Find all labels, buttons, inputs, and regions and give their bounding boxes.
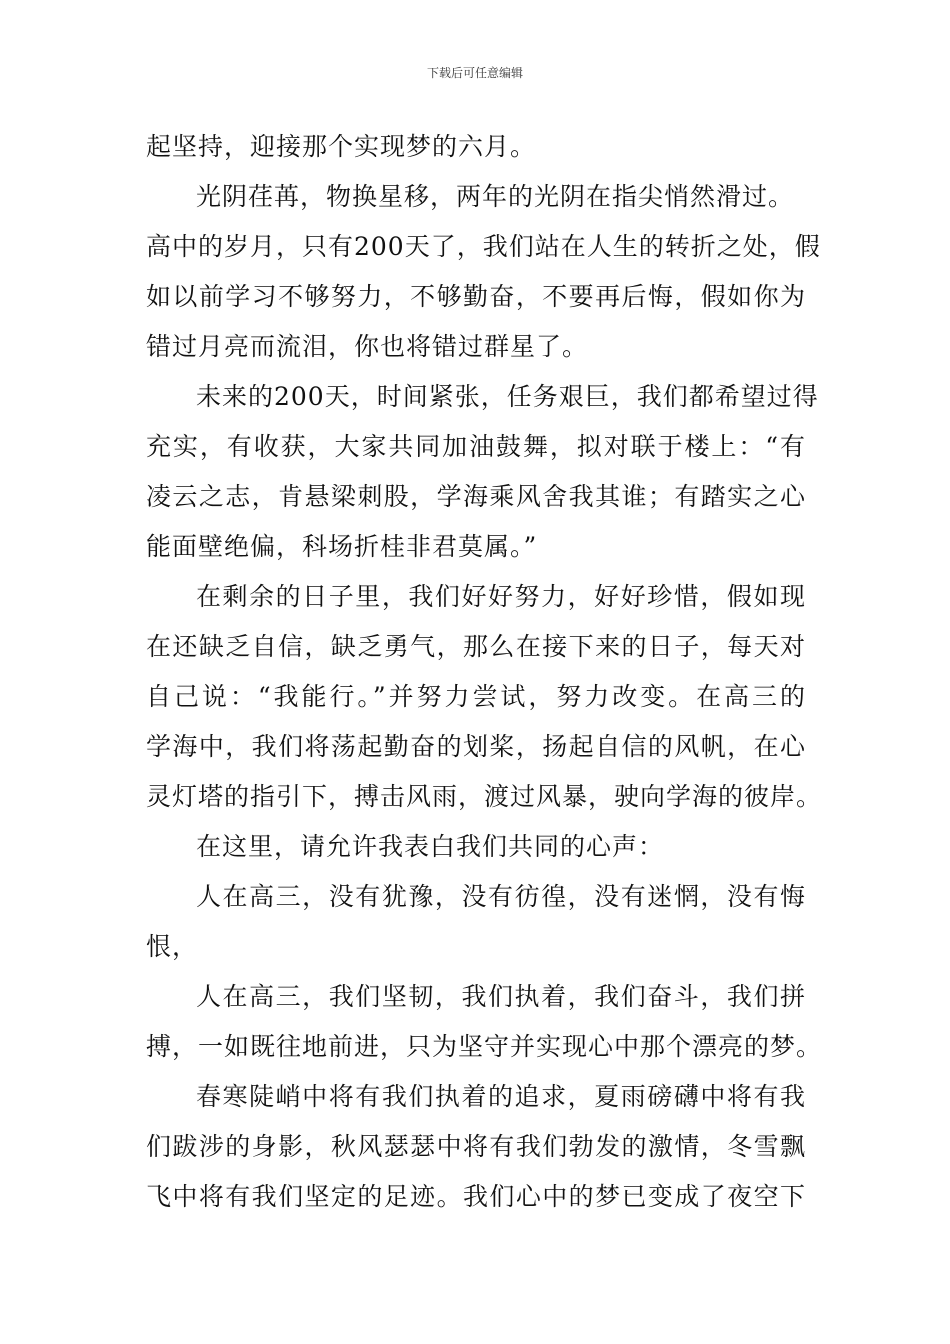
paragraph-first-line: 光阴荏苒，物换星移，两年的光阴在指尖悄然滑过。 [196, 182, 795, 211]
text-line: 错过月亮而流泪，你也将错过群星了。 [146, 332, 589, 361]
text-line: 自己说：“我能行。”并努力尝试，努力改变。在高三的 [146, 682, 806, 711]
text-line: 们跋涉的身影，秋风瑟瑟中将有我们勃发的激情，冬雪飘 [146, 1132, 806, 1161]
text-line: 充实，有收获，大家共同加油鼓舞，拟对联于楼上：“有 [146, 432, 806, 461]
text-line: 恨， [146, 932, 199, 961]
text-line: 搏，一如既往地前进，只为坚守并实现心中那个漂亮的梦。 [146, 1032, 823, 1061]
paragraph-first-line: 人在高三，没有犹豫，没有彷徨，没有迷惘，没有悔 [196, 882, 806, 911]
text-line: 学海中，我们将荡起勤奋的划桨，扬起自信的风帆，在心 [146, 732, 806, 761]
paragraph-first-line: 在剩余的日子里，我们好好努力，好好珍惜，假如现 [196, 582, 806, 611]
text-line: 起坚持，迎接那个实现梦的六月。 [146, 132, 537, 161]
text-line: 能面壁绝偏，科场折桂非君莫属。” [146, 532, 538, 561]
paragraph-first-line: 未来的200天，时间紧张，任务艰巨，我们都希望过得 [196, 382, 819, 411]
paragraph-first-line: 在这里，请允许我表白我们共同的心声： [196, 832, 665, 861]
text-line: 飞中将有我们坚定的足迹。我们心中的梦已变成了夜空下 [146, 1182, 806, 1211]
text-line: 如以前学习不够努力，不够勤奋，不要再后悔，假如你为 [146, 282, 806, 311]
text-line: 高中的岁月，只有200天了，我们站在人生的转折之处，假 [146, 232, 821, 261]
page-header-note: 下载后可任意编辑 [426, 66, 523, 80]
text-line: 在还缺乏自信，缺乏勇气，那么在接下来的日子，每天对 [146, 632, 806, 661]
text-line: 灵灯塔的指引下，搏击风雨，渡过风暴，驶向学海的彼岸。 [146, 782, 823, 811]
text-line: 凌云之志，肯悬梁刺股，学海乘风舍我其谁；有踏实之心 [146, 482, 806, 511]
paragraph-first-line: 人在高三，我们坚韧，我们执着，我们奋斗，我们拼 [196, 982, 806, 1011]
paragraph-first-line: 春寒陡峭中将有我们执着的追求，夏雨磅礴中将有我 [196, 1082, 806, 1111]
